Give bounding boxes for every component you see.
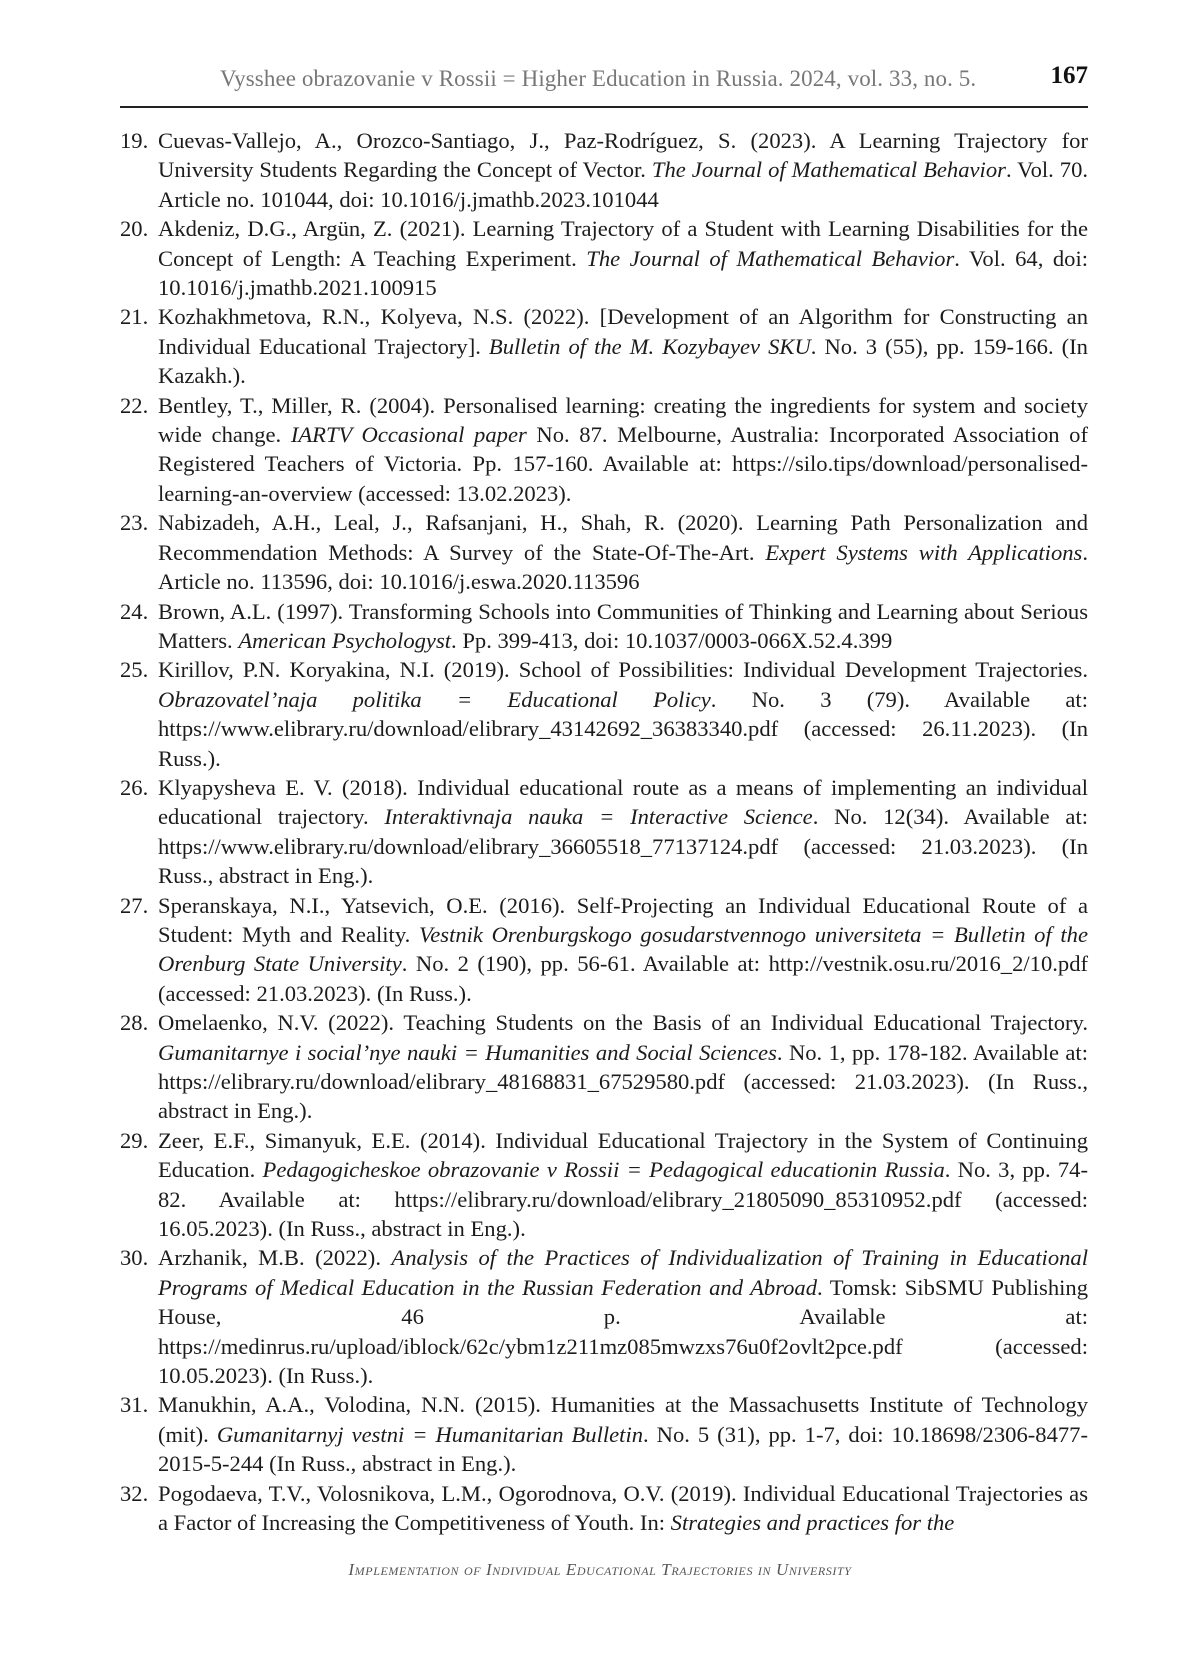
reference-item [120,891,1088,1009]
reference-number: 26. [120,774,149,800]
reference-number: 27. [120,892,149,918]
reference-number: 24. [120,598,149,624]
reference-text: Cuevas-Vallejo, A., Orozco-Santiago, J., Paz-Rodríguez, S. (2023). A Learning Trajectory for University Students Regarding the Concept of Vector. [158,128,1088,183]
reference-number: 25. [120,657,149,683]
reference-source-title: American Psychologyst [238,627,452,653]
reference-item [120,773,1088,891]
page-number: 167 [1050,62,1088,89]
reference-source-title: Strategies and practices for the [670,1510,955,1536]
reference-text: Klyapysheva E. V. (2018). Individual educational route as a means of implementing an individual educational trajectory. [158,774,1088,830]
reference-number: 22. [120,392,149,418]
reference-details: . No. 2 (190), pp. 56-61. Available at: http://vestnik.osu.ru/2016_2/10.pdf (accessed: 21.03.2023). (In Russ.). [158,951,1089,1006]
reference-details: . Pp. 399-413, doi: 10.1037/0003-066X.52.4.399 [451,627,893,653]
reference-source-title: Interaktivnaja nauka = Interactive Science [384,804,813,830]
reference-item [120,302,1088,390]
reference-item [120,508,1088,596]
reference-details: . Vol. 64, doi: 10.1016/j.jmathb.2021.100915 [158,245,1088,301]
reference-source-title: Gumanitarnye i social’nye nauki = Humanities and Social Sciences [158,1039,777,1065]
reference-text: Omelaenko, N.V. (2022). Teaching Students on the Basis of an Individual Educational Trajectory. [158,1010,1088,1036]
reference-source-title: Vestnik Orenburgskogo gosudarstvennogo universiteta = Bulletin of the Orenburg State University [158,921,1088,977]
reference-text: Zeer, E.F., Simanyuk, E.E. (2014). Individual Educational Trajectory in the System of Continuing Education. [158,1127,1088,1183]
reference-number: 28. [120,1010,149,1036]
reference-item [120,126,1088,214]
reference-source-title: Expert Systems with Applications [765,539,1083,565]
reference-details: . Article no. 113596, doi: 10.1016/j.eswa.2020.113596 [158,539,1089,595]
reference-details: . No. 12(34). Available at: https://www.elibrary.ru/download/elibrary_36605518_77137124.pdf (accessed: 21.03.2023). (In Russ., abstract in Eng.). [158,804,1089,889]
reference-item [120,1126,1088,1244]
reference-text: Speranskaya, N.I., Yatsevich, O.E. (2016). Self-Projecting an Individual Educational Route of a Student: Myth and Reality. [158,892,1088,947]
reference-item [120,1008,1088,1126]
reference-number: 23. [120,510,149,536]
reference-text: Pogodaeva, T.V., Volosnikova, L.M., Ogorodnova, O.V. (2019). Individual Educational Trajectories as a Factor of Increasing the Competitiveness of Youth. In: [158,1480,1088,1536]
reference-text: Brown, A.L. (1997). Transforming Schools into Communities of Thinking and Learning about Serious Matters. [158,598,1088,653]
reference-source-title: The Journal of Mathematical Behavior [651,157,1006,183]
reference-text: Nabizadeh, A.H., Leal, J., Rafsanjani, H., Shah, R. (2020). Learning Path Personalization and Recommendation Methods: A Survey of the State-Of-The-Art. [158,510,1088,565]
reference-details: . No. 1, pp. 178-182. Available at: https://elibrary.ru/download/elibrary_48168831_67529580.pdf (accessed: 21.03.2023). (In Russ., abstract in Eng.). [158,1039,1088,1124]
reference-details: No. 87. Melbourne, Australia: Incorporated Association of Registered Teachers of Victoria. Pp. 157-160. Available at: https://silo.tips/download/personalised-learning-an-overview (accessed: 13.02.2023). [158,422,1088,506]
reference-number: 31. [120,1392,149,1418]
reference-number: 20. [120,216,149,242]
running-head: Vysshee obrazovanie v Rossii = Higher Education in Russia. 2024, vol. 33, no. 5. [220,66,977,91]
reference-source-title: The Journal of Mathematical Behavior [586,245,955,271]
reference-list [120,126,1088,1538]
reference-details: . No. 5 (31), pp. 1-7, doi: 10.18698/2306-8477-2015-5-244 (In Russ., abstract in Eng.). [158,1421,1088,1477]
reference-source-title: Bulletin of the M. Kozybayev SKU [488,333,811,359]
reference-item [120,1390,1088,1478]
reference-source-title: Gumanitarnyj vestni = Humanitarian Bulletin [216,1421,644,1447]
reference-text: Kozhakhmetova, R.N., Kolyeva, N.S. (2022). [Development of an Algorithm for Constructing an Individual Educational Trajectory]. [158,304,1088,359]
reference-source-title: Obrazovatel’naja politika = Educational Policy [158,686,711,712]
reference-details: . No. 3 (55), pp. 159-166. (In Kazakh.). [158,333,1088,389]
reference-source-title: Analysis of the Practices of Individualization of Training in Educational Programs of Medical Education in the Russian Federation and Abroad [158,1245,1088,1300]
reference-text: Kirillov, P.N. Koryakina, N.I. (2019). School of Possibilities: Individual Development Trajectories. [158,657,1088,683]
reference-details: . Tomsk: SibSMU Publishing House, 46 p. Available at: https://medinrus.ru/upload/iblock/62c/ybm1z211mz085mwzxs76u0f2ovlt2pce.pdf (accessed: 10.05.2023). (In Russ.). [158,1274,1089,1389]
reference-source-title: IARTV Occasional paper [290,422,527,448]
reference-text: Akdeniz, D.G., Argün, Z. (2021). Learning Trajectory of a Student with Learning Disabilities for the Concept of Length: A Teaching Experiment. [158,216,1088,271]
running-footer-title: Implementation of Individual Educational Trajectories in University [348,1560,852,1579]
reference-source-title: Pedagogicheskoe obrazovanie v Rossii = Pedagogical educationin Russia [262,1157,945,1183]
reference-item [120,1479,1088,1538]
reference-item [120,1243,1088,1390]
reference-details: . Vol. 70. Article no. 101044, doi: 10.1016/j.jmathb.2023.101044 [158,157,1089,212]
reference-details: . No. 3, pp. 74-82. Available at: https://elibrary.ru/download/elibrary_21805090_85310952.pdf (accessed: 16.05.2023). (In Russ., abstract in Eng.). [158,1157,1088,1242]
reference-text: Manukhin, A.A., Volodina, N.N. (2015). Humanities at the Massachusetts Institute of Technology (mit). [158,1392,1088,1447]
reference-number: 19. [120,128,149,153]
reference-item [120,214,1088,302]
reference-number: 32. [120,1480,149,1506]
reference-number: 21. [120,304,149,330]
reference-details: . No. 3 (79). Available at: https://www.elibrary.ru/download/elibrary_43142692_36383340.pdf (accessed: 26.11.2023). (In Russ.). [158,686,1088,771]
reference-item [120,655,1088,773]
page-header [120,56,1088,108]
reference-number: 29. [120,1127,149,1153]
reference-text: Bentley, T., Miller, R. (2004). Personalised learning: creating the ingredients for system and society wide change. [158,392,1088,448]
reference-number: 30. [120,1245,149,1271]
reference-item [120,597,1088,656]
reference-text: Arzhanik, M.B. (2022). [158,1245,392,1271]
reference-item [120,391,1088,509]
